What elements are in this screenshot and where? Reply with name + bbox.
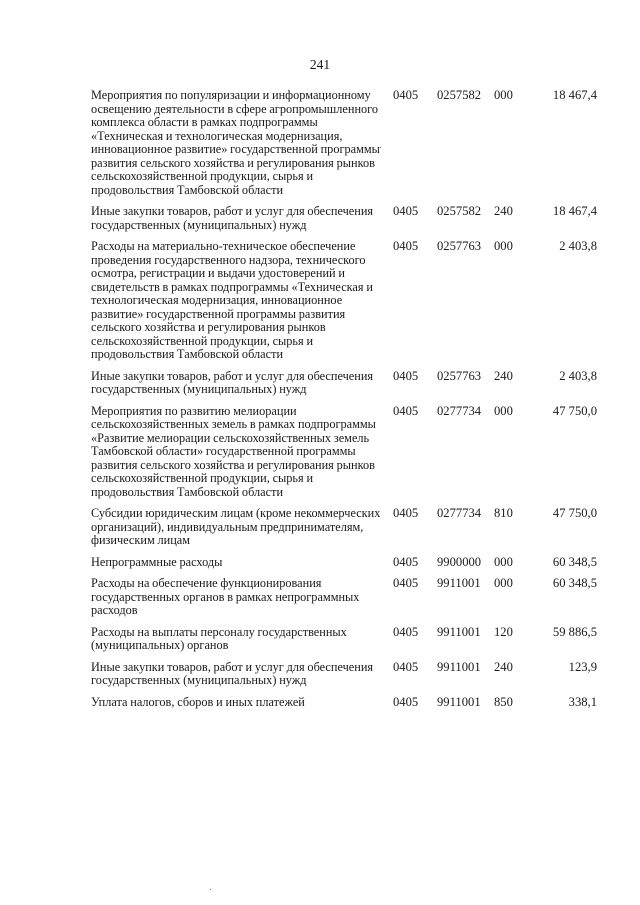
expense-type-code: 000	[494, 403, 513, 418]
row-description: Иные закупки товаров, работ и услуг для обеспечения государственных (муниципальных) нужд	[91, 204, 374, 232]
expense-type-code: 120	[494, 624, 513, 639]
amount: 47 750,0	[552, 506, 597, 520]
amount: 338,1	[568, 694, 597, 709]
section-code: 0405	[393, 506, 419, 520]
table-row	[0, 240, 640, 362]
row-description: Мероприятия по популяризации и информационному освещению деятельности в сфере агропромышленного комплекса области в рамках подпрограммы «Техническая и технологическая модернизация, инновационное развитие» государственной программы развития сельского хозяйства и регулирования рынков сельскохозяйственной продукции, сырья и продовольствия Тамбовской области	[91, 88, 380, 197]
page-number: 241	[309, 57, 331, 72]
expense-type-code: 240	[494, 659, 513, 674]
amount: 47 750,0	[552, 403, 597, 418]
table-row	[0, 89, 640, 197]
row-description: Расходы на материально-техническое обеспечение проведения государственного надзора, технического осмотра, регистрации и выдачи удостоверений и свидетельств в рамках подпрограммы «Техническая и технологическая модернизация, инновационное развитие» государственной программы развития сельского хозяйства и регулирования рынков сельскохозяйственной продукции, сырья и продовольствия Тамбовской области	[91, 239, 373, 361]
expense-type-code: 000	[494, 576, 513, 590]
section-code: 0405	[393, 659, 419, 674]
scan-speck	[380, 147, 381, 148]
budget-table	[0, 89, 640, 717]
expense-type-code: 000	[494, 88, 513, 102]
row-description: Расходы на обеспечение функционирования государственных органов в рамках непрограммных расходов	[91, 576, 360, 617]
section-code: 0405	[393, 694, 419, 709]
amount: 18 467,4	[552, 88, 597, 102]
section-code: 0405	[393, 576, 419, 590]
amount: 60 348,5	[552, 576, 597, 590]
section-code: 0405	[393, 239, 419, 253]
row-description: Субсидии юридическим лицам (кроме некоммерческих организаций), индивидуальным предпринимателям, физическим лицам	[91, 506, 381, 547]
table-row	[0, 556, 640, 570]
table-row	[0, 696, 640, 710]
expense-type-code: 850	[494, 694, 513, 709]
table-row	[0, 205, 640, 232]
expense-type-code: 240	[494, 368, 513, 383]
target-article-code: 9911001	[437, 624, 481, 639]
target-article-code: 0257763	[437, 239, 482, 253]
amount: 2 403,8	[559, 368, 597, 383]
target-article-code: 9911001	[437, 694, 481, 709]
target-article-code: 9911001	[437, 576, 481, 590]
row-description: Мероприятия по развитию мелиорации сельскохозяйственных земель в рамках подпрограммы «Развитие мелиорации сельскохозяйственных земель Тамбовской области» государственной программы развития сельского хозяйства и регулирования рынков сельскохозяйственной продукции, сырья и продовольствия Тамбовской области	[91, 403, 376, 499]
section-code: 0405	[393, 624, 419, 639]
table-row	[0, 626, 640, 653]
section-code: 0405	[393, 204, 419, 218]
section-code: 0405	[393, 88, 419, 102]
target-article-code: 9911001	[437, 659, 481, 674]
row-description: Иные закупки товаров, работ и услуг для обеспечения государственных (муниципальных) нужд	[91, 368, 374, 396]
expense-type-code: 000	[494, 239, 513, 253]
expense-type-code: 810	[494, 506, 513, 520]
amount: 2 403,8	[559, 239, 597, 253]
target-article-code: 0277734	[437, 403, 482, 418]
expense-type-code: 240	[494, 204, 513, 218]
amount: 123,9	[568, 659, 597, 674]
table-row	[0, 405, 640, 500]
target-article-code: 0257763	[437, 368, 482, 383]
target-article-code: 0257582	[437, 88, 482, 102]
amount: 60 348,5	[552, 554, 597, 569]
scan-speck	[210, 889, 211, 890]
expense-type-code: 000	[494, 554, 513, 569]
table-row	[0, 577, 640, 618]
row-description: Иные закупки товаров, работ и услуг для обеспечения государственных (муниципальных) нужд	[91, 659, 374, 687]
table-row	[0, 661, 640, 688]
amount: 18 467,4	[552, 204, 597, 218]
row-description: Непрограммные расходы	[91, 554, 223, 569]
row-description: Расходы на выплаты персоналу государственных (муниципальных) органов	[91, 624, 347, 652]
target-article-code: 0257582	[437, 204, 482, 218]
target-article-code: 0277734	[437, 506, 482, 520]
section-code: 0405	[393, 368, 419, 383]
table-row	[0, 370, 640, 397]
table-row	[0, 507, 640, 548]
row-description: Уплата налогов, сборов и иных платежей	[91, 694, 305, 709]
section-code: 0405	[393, 403, 419, 418]
target-article-code: 9900000	[437, 554, 482, 569]
amount: 59 886,5	[552, 624, 597, 639]
section-code: 0405	[393, 554, 419, 569]
